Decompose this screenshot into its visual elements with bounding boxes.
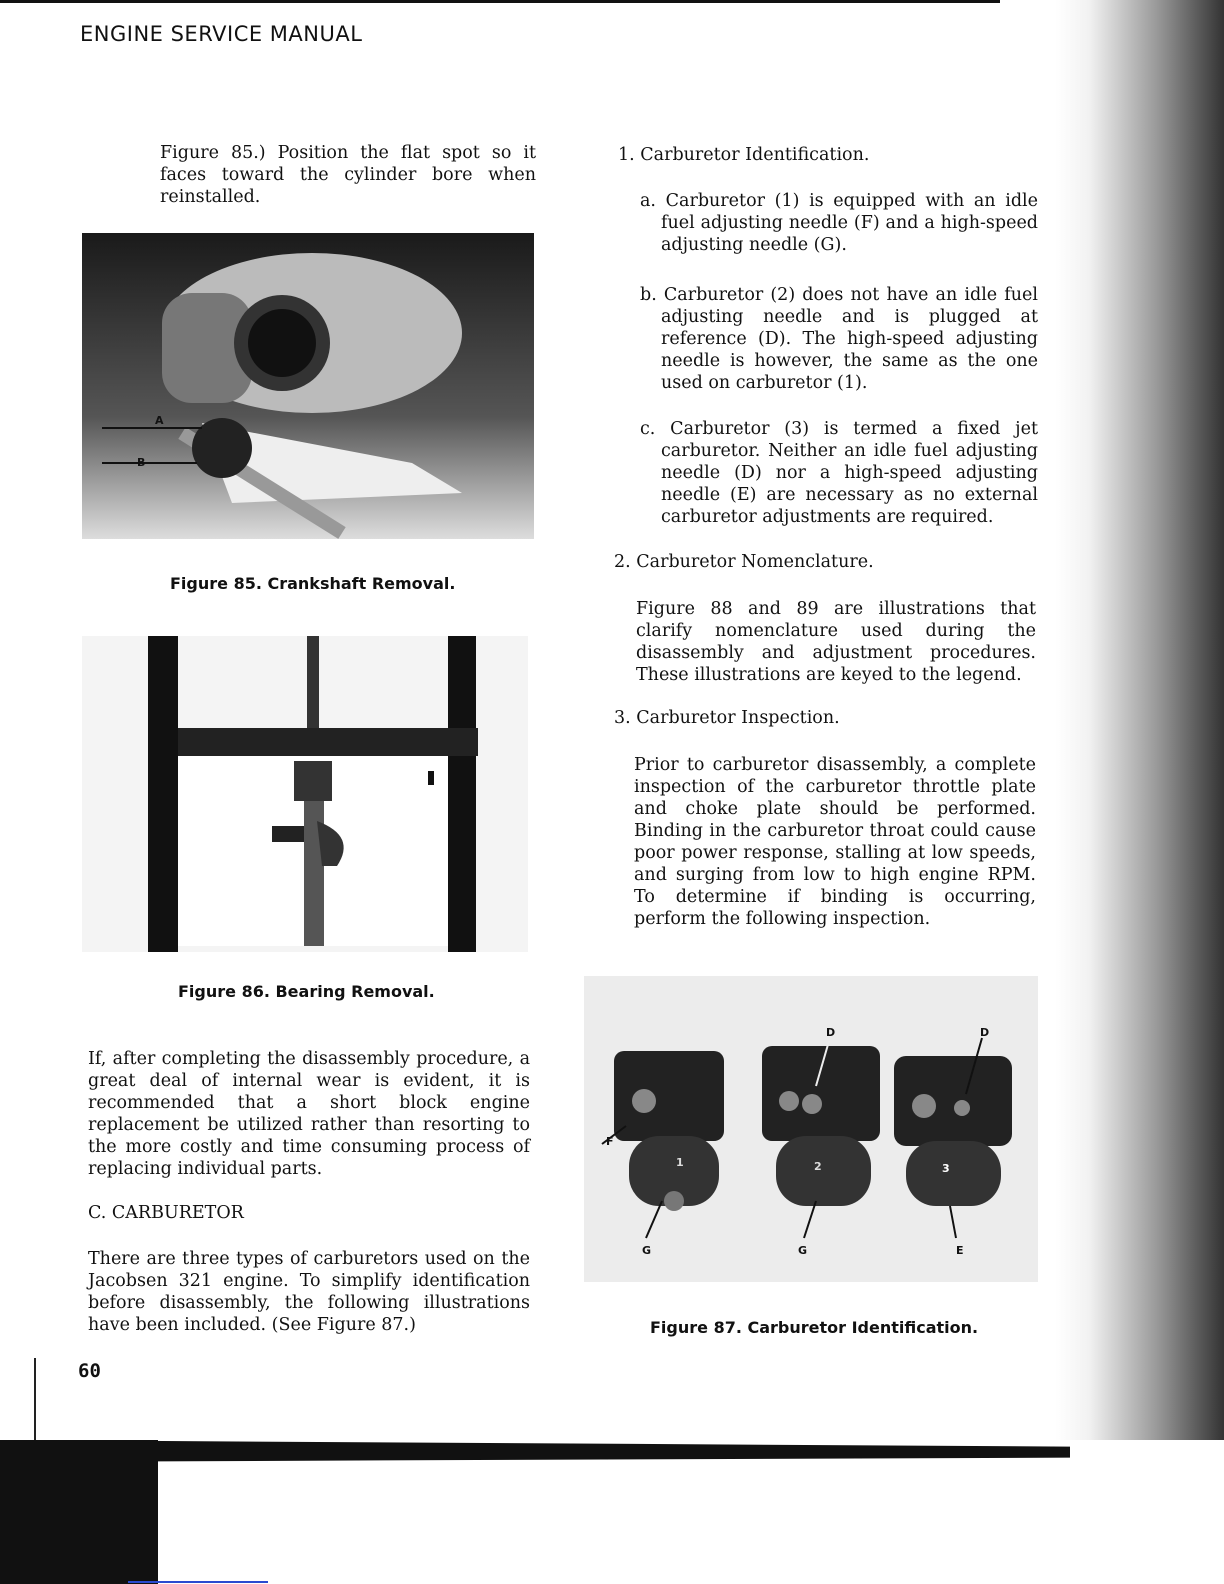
- item-1a-paragraph: a. Carburetor (1) is equipped with an idle fuel adjusting needle (F) and a high-speed adjusting needle (G).: [640, 191, 1038, 255]
- scan-edge-shadow: [1055, 0, 1224, 1584]
- item-2-paragraph: Figure 88 and 89 are illustrations that clarify nomenclature used during the disassembly and adjustment procedures. These illustrations are keyed to the legend.: [636, 599, 1036, 685]
- fig87-label-g1: G: [642, 1244, 652, 1257]
- page-header: ENGINE SERVICE MANUAL: [80, 22, 363, 46]
- fig87-label-e: E: [956, 1244, 964, 1257]
- bearing-press-illustration: [82, 636, 528, 952]
- scan-bottom-bar: [0, 1440, 1070, 1462]
- top-rule: [0, 0, 1000, 3]
- callout-a: A: [155, 414, 164, 427]
- item-1b-paragraph: b. Carburetor (2) does not have an idle fuel adjusting needle and is plugged at reference (D). The high-speed adjusting needle is however, the same as the one used on carburetor (1).: [640, 285, 1038, 393]
- figure-85-photo: [82, 233, 534, 539]
- figure-87-photo: [584, 976, 1038, 1282]
- fig87-label-d1: D: [826, 1026, 836, 1039]
- item-2-heading: 2. Carburetor Nomenclature.: [614, 552, 874, 572]
- scan-bottom-edge: [0, 1440, 1224, 1584]
- section-heading-carburetor: C. CARBURETOR: [88, 1203, 244, 1223]
- fig87-label-3: 3: [942, 1162, 950, 1175]
- item-3-heading: 3. Carburetor Inspection.: [614, 708, 840, 728]
- left-margin-rule: [34, 1358, 36, 1440]
- fig87-label-f: F: [606, 1135, 614, 1148]
- carburetor-types-paragraph: There are three types of carburetors used on the Jacobsen 321 engine. To simplify identification before disassembly, the following illustrations have been included. (See Figure 87.): [88, 1249, 530, 1335]
- callout-b: B: [137, 456, 146, 469]
- crankshaft-photo-illustration: [82, 233, 534, 539]
- fig87-label-d2: D: [980, 1026, 990, 1039]
- item-1c-paragraph: c. Carburetor (3) is termed a fixed jet carburetor. Neither an idle fuel adjusting needle (D) nor a high-speed adjusting needle (E) are necessary as no external carburetor adjustments are required.: [640, 419, 1038, 527]
- item-3-paragraph: Prior to carburetor disassembly, a complete inspection of the carburetor throttle plate and choke plate should be performed. Binding in the carburetor throat could cause poor power response, stalling at low speeds, and surging from low to high engine RPM. To determine if binding is occurring, perform the following inspection.: [634, 755, 1036, 929]
- page-number: 60: [78, 1360, 101, 1382]
- intro-paragraph: Figure 85.) Position the flat spot so it faces toward the cylinder bore when reinstalled.: [160, 143, 536, 207]
- scan-bottom-left-block: [0, 1440, 158, 1584]
- scan-bottom-link-line: [128, 1581, 268, 1583]
- fig87-label-1: 1: [676, 1156, 684, 1169]
- figure-86-caption: Figure 86. Bearing Removal.: [178, 982, 435, 1001]
- fig87-label-g2: G: [798, 1244, 808, 1257]
- figure-85-caption: Figure 85. Crankshaft Removal.: [170, 574, 456, 593]
- carburetors-illustration: [584, 976, 1038, 1282]
- fig87-label-2: 2: [814, 1160, 822, 1173]
- figure-86-photo: [82, 636, 528, 952]
- figure-87-caption: Figure 87. Carburetor Identification.: [650, 1318, 979, 1337]
- wear-paragraph: If, after completing the disassembly procedure, a great deal of internal wear is evident, it is recommended that a short block engine replacement be utilized rather than resorting to the more costly and time consuming process of replacing individual parts.: [88, 1049, 530, 1179]
- item-1-heading: 1. Carburetor Identification.: [618, 145, 870, 165]
